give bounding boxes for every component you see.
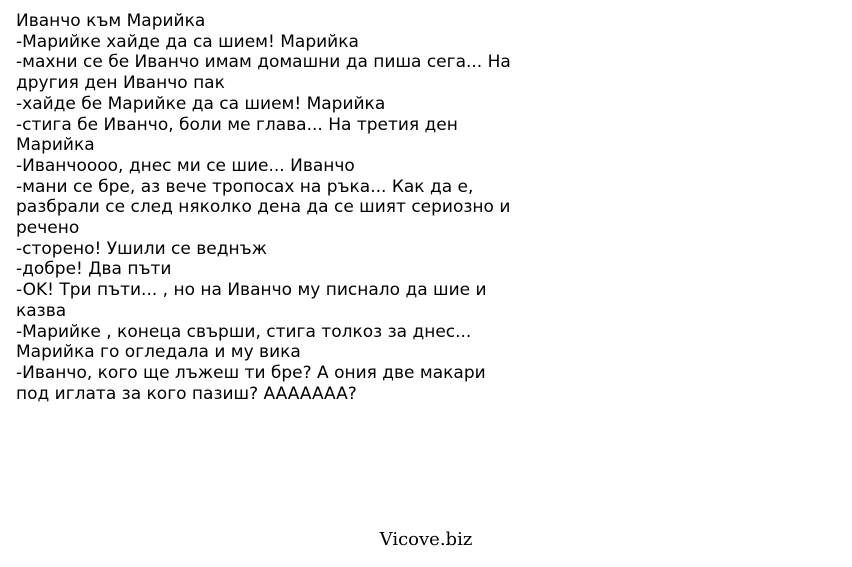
site-watermark: Vicove.biz xyxy=(379,529,473,550)
joke-line: разбрали се след няколко дена да се шият сериозно и xyxy=(16,197,511,218)
joke-line: -добре! Два пъти xyxy=(16,259,172,280)
joke-line: -хайде бе Марийке да са шием! Марийка xyxy=(16,93,386,114)
joke-line: -Марийке хайде да са шием! Марийка xyxy=(16,31,359,52)
joke-line: казва xyxy=(16,300,67,321)
joke-line: Марийка го огледала и му вика xyxy=(16,342,301,363)
joke-line: речено xyxy=(16,218,80,239)
joke-text xyxy=(16,11,576,404)
joke-line: другия ден Иванчо пак xyxy=(16,73,225,94)
joke-line: Марийка xyxy=(16,135,95,156)
joke-line: -Иванчо, кого ще лъжеш ти бре? А ония две макари xyxy=(16,362,486,383)
joke-line: -махни се бе Иванчо имам домашни да пиша сега... На xyxy=(16,52,511,73)
joke-line: -сторено! Ушили се веднъж xyxy=(16,238,267,259)
joke-line: -стига бе Иванчо, боли ме глава... На третия ден xyxy=(16,114,458,135)
joke-line: -мани се бре, аз вече тропосах на ръка... Как да е, xyxy=(16,176,474,197)
joke-line: -Марийке , конеца свърши, стига толкоз за днес... xyxy=(16,321,472,342)
joke-line: под иглата за кого пазиш? AAAAAAA? xyxy=(16,383,357,404)
joke-line: Иванчо към Марийка xyxy=(16,11,206,31)
joke-line: -OK! Три пъти... , но на Иванчо му писнало да шие и xyxy=(16,280,487,301)
joke-line: -Иванчоооо, днес ми се шие... Иванчо xyxy=(16,155,355,176)
